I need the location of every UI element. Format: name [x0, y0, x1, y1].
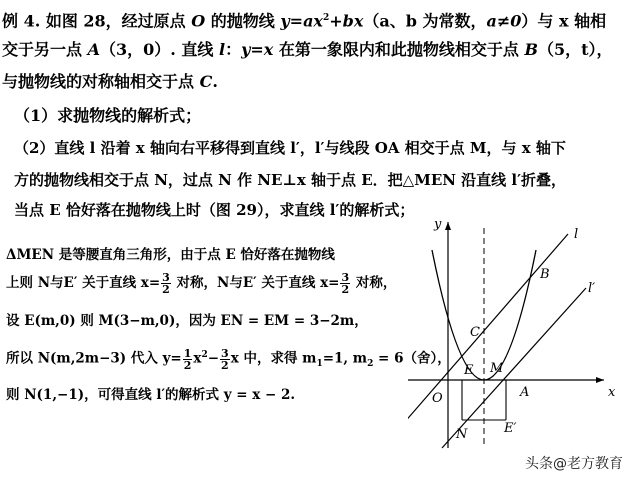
label-x: x: [608, 385, 616, 400]
solution-line-5: 则 N(1,−1)，可得直线 l′的解析式 y = x − 2.: [6, 387, 296, 403]
fraction-three-halves: $\frac{3}{2}$: [162, 271, 170, 296]
solution-line-2: 上则 N与E′ 关于直线 x= $\frac{3}{2}$ 对称，N与E′ 关于直线 x= $\frac{3}{2}$ 对称，: [6, 271, 397, 296]
label-e-prime: E′: [504, 421, 517, 436]
watermark-text: 头条@老方教育: [522, 452, 626, 474]
question-1: （1）求抛物线的解析式；: [14, 106, 202, 125]
label-n: N: [456, 427, 468, 442]
label-b: B: [540, 267, 550, 282]
label-a: A: [520, 385, 530, 400]
problem-line-2: 交于另一点 A（3，0）. 直线 l：y=x 在第一象限内和此抛物线相交于点 B（5，t），: [2, 40, 613, 59]
problem-line-1: 例 4. 如图 28，经过原点 O 的抛物线 $y=ax^2+bx(a$、b 为常数，a≠0）与 x 轴相: [2, 11, 607, 31]
solution-line-3: 设 E(m,0) 则 M(3−m,0)，因为 EN = EM = 3−2m，: [6, 313, 368, 329]
label-y: y: [434, 217, 442, 232]
parabola-diagram: [408, 210, 640, 450]
label-c: C: [470, 325, 480, 340]
solution-line-1: ΔMEN 是等腰直角三角形，由于点 E 恰好落在抛物线: [6, 247, 335, 263]
label-l: l: [574, 227, 579, 242]
label-e: E: [464, 363, 474, 378]
question-2-line-3: 当点 E 恰好落在抛物线上时（图 29），求直线 l′的解析式；: [14, 201, 415, 219]
question-2-line-2: 方的抛物线相交于点 N，过点 N 作 NE⊥x 轴于点 E．把△MEN 沿直线 l′折叠，: [14, 171, 567, 189]
fraction-three-halves-3: $\frac{3}{2}$: [221, 346, 229, 372]
solution-line-4: 所以 N(m,2m−3) 代入 y= $\frac{1}{2}$ $x^2-$ $\frac{3}{2}$ x 中，求得 $m_1=1$, $m_2 = 6$（舍），: [6, 346, 451, 372]
label-o: O: [432, 391, 443, 406]
label-l-prime: l′: [588, 281, 596, 296]
question-2-line-1: （2）直线 l 沿着 x 轴向右平移得到直线 l′，l′与线段 OA 相交于点 M，与 x 轴下: [14, 139, 566, 157]
label-m: M: [490, 361, 504, 376]
y-axis-arrow: [445, 222, 451, 230]
x-axis-arrow: [596, 377, 604, 383]
problem-line-3: 与抛物线的对称轴相交于点 C.: [2, 72, 218, 91]
fraction-three-halves-2: $\frac{3}{2}$: [341, 271, 350, 296]
fraction-one-half: $\frac{1}{2}$: [183, 346, 192, 372]
